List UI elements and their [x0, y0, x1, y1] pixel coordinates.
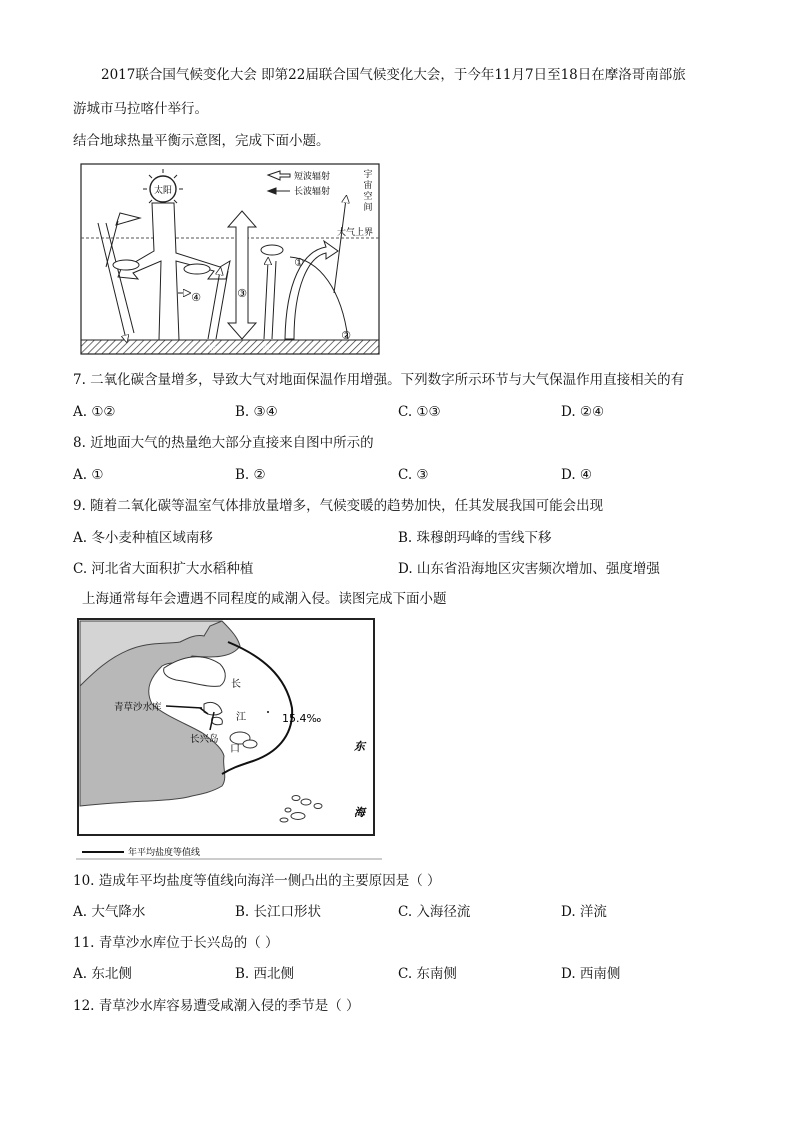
legend-shortwave: 短波辐射: [294, 172, 331, 182]
marker-2: ②: [341, 329, 351, 342]
heat-balance-diagram: [80, 163, 380, 357]
space-char-2: 宙: [363, 181, 373, 191]
map-dot: [267, 711, 269, 713]
question-10-stem: 10. 造成年平均盐度等值线向海洋一侧凸出的主要原因是（ ）: [73, 873, 441, 889]
q10-option-d[interactable]: D. 洋流: [561, 904, 607, 920]
q11-option-b[interactable]: B. 西北侧: [235, 966, 295, 982]
q9-option-c[interactable]: C. 河北省大面积扩大水稻种植: [73, 561, 254, 577]
q9-option-a[interactable]: A. 冬小麦种植区域南移: [73, 530, 213, 546]
estuary-map-figure: [72, 616, 386, 862]
river-char-1: 长: [231, 679, 241, 690]
sea-char-1: 东: [354, 740, 365, 753]
sea-char-2: 海: [354, 806, 365, 819]
space-char-4: 间: [363, 203, 373, 213]
atmosphere-top-label: 大气上界: [337, 228, 374, 238]
q7-option-d[interactable]: D. ②④: [561, 404, 605, 420]
q7-option-c[interactable]: C. ①③: [398, 404, 441, 420]
q8-option-a[interactable]: A. ①: [73, 467, 104, 483]
heat-balance-figure: [80, 163, 380, 357]
legend-longwave: 长波辐射: [294, 187, 331, 197]
q9-option-b[interactable]: B. 珠穆朗玛峰的雪线下移: [398, 530, 552, 546]
cloud-right-icon: [261, 245, 283, 255]
question-12-stem: 12. 青草沙水库容易遭受咸潮入侵的季节是（ ）: [73, 998, 360, 1014]
question-9-stem: 9. 随着二氧化碳等温室气体排放量增多，气候变暖的趋势加快，任其发展我国可能会出现: [73, 498, 604, 514]
q8-option-c[interactable]: C. ③: [398, 467, 429, 483]
marker-4: ④: [191, 291, 201, 304]
question-8-stem: 8. 近地面大气的热量绝大部分直接来自图中所示的: [73, 435, 374, 451]
ground-hatch: [81, 340, 379, 354]
map-legend: 年平均盐度等值线: [128, 848, 201, 858]
q8-option-d[interactable]: D. ④: [561, 467, 593, 483]
question-11-stem: 11. 青草沙水库位于长兴岛的（ ）: [73, 935, 279, 951]
sun-label: 太阳: [153, 186, 173, 196]
q7-option-b[interactable]: B. ③④: [235, 404, 278, 420]
q10-option-b[interactable]: B. 长江口形状: [235, 904, 322, 920]
q9-option-d[interactable]: D. 山东省沿海地区灾害频次增加、强度增强: [398, 561, 660, 577]
ground-label-right: 面: [262, 344, 270, 353]
q10-option-a[interactable]: A. 大气降水: [73, 904, 146, 920]
marker-1: ①: [294, 256, 304, 269]
cloud-left-icon: [113, 260, 139, 270]
salinity-label: 15.4‰: [282, 712, 322, 725]
intro-prompt: 结合地球热量平衡示意图，完成下面小题。: [73, 133, 330, 149]
estuary-map: [72, 616, 386, 862]
intro-line-2: 游城市马拉喀什举行。: [73, 101, 208, 117]
q8-option-b[interactable]: B. ②: [235, 467, 266, 483]
reservoir-label: 青草沙水库: [114, 702, 162, 713]
q7-option-a[interactable]: A. ①②: [73, 404, 116, 420]
marker-3: ③: [237, 287, 247, 300]
island-label: 长兴岛: [190, 734, 219, 745]
cloud-mid-icon: [184, 264, 210, 274]
ground-label-left: 地: [208, 344, 216, 353]
river-char-3: 口: [230, 744, 240, 755]
q11-option-d[interactable]: D. 西南侧: [561, 966, 621, 982]
intro-line-1: 2017联合国气候变化大会 即第22届联合国气候变化大会，于今年11月7日至18日在摩洛哥南部旅: [101, 67, 686, 83]
river-char-2: 江: [236, 712, 246, 723]
space-char-3: 空: [363, 192, 373, 202]
section-2-prompt: 上海通常每年会遭遇不同程度的咸潮入侵。读图完成下面小题: [82, 591, 447, 607]
question-7-stem: 7. 二氧化碳含量增多，导致大气对地面保温作用增强。下列数字所示环节与大气保温作用直接相关的有: [73, 372, 685, 388]
q11-option-a[interactable]: A. 东北侧: [73, 966, 132, 982]
q11-option-c[interactable]: C. 东南侧: [398, 966, 457, 982]
islet-2: [243, 740, 257, 748]
q10-option-c[interactable]: C. 入海径流: [398, 904, 471, 920]
space-char-1: 宇: [363, 170, 373, 180]
